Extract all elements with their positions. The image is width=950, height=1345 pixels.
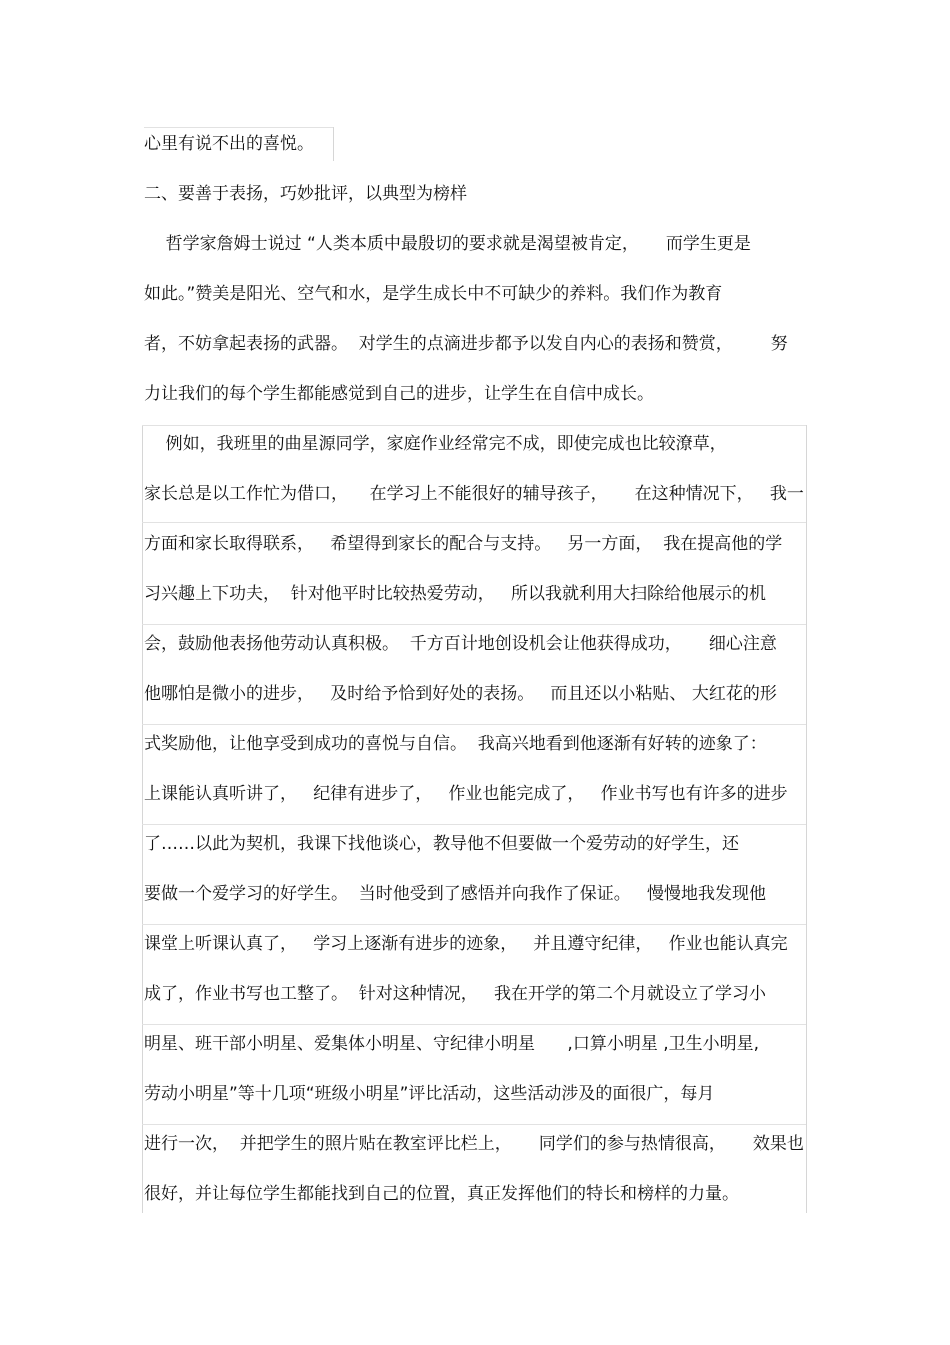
table-rule	[144, 127, 333, 128]
table-rule	[806, 425, 807, 1213]
text-line: 劳动小明星”等十几项“班级小明星”评比活动，这些活动涉及的面很广，每月	[144, 1084, 715, 1104]
text-line: 上课能认真听讲了， 纪律有进步了， 作业也能完成了， 作业书写也有许多的进步	[144, 784, 788, 804]
text-line: 了……以此为契机，我课下找他谈心，教导他不但要做一个爱劳动的好学生，还	[144, 834, 739, 854]
table-rule	[142, 425, 806, 426]
text-line: 方面和家长取得联系， 希望得到家长的配合与支持。 另一方面， 我在提高他的学	[144, 534, 783, 554]
text-line: 心里有说不出的喜悦。	[144, 134, 314, 154]
text-line: 很好，并让每位学生都能找到自己的位置，真正发挥他们的特长和榜样的力量。	[144, 1184, 739, 1204]
text-line: 家长总是以工作忙为借口， 在学习上不能很好的辅导孩子， 在这种情况下， 我一	[144, 484, 804, 504]
table-rule	[142, 624, 806, 625]
text-line: 他哪怕是微小的进步， 及时给予恰到好处的表扬。 而且还以小粘贴、 大红花的形	[144, 684, 777, 704]
text-line: 进行一次， 并把学生的照片贴在教室评比栏上， 同学们的参与热情很高， 效果也	[144, 1134, 804, 1154]
table-rule	[142, 522, 806, 523]
section-heading: 二、要善于表扬，巧妙批评，以典型为榜样	[144, 184, 467, 204]
table-rule	[142, 724, 806, 725]
text-line: 如此。”赞美是阳光、空气和水，是学生成长中不可缺少的养料。我们作为教育	[144, 284, 723, 304]
text-line: 会，鼓励他表扬他劳动认真积极。 千方百计地创设机会让他获得成功， 细心注意	[144, 634, 777, 654]
table-rule	[142, 425, 143, 1213]
text-line: 式奖励他，让他享受到成功的喜悦与自信。 我高兴地看到他逐渐有好转的迹象了：	[144, 734, 767, 754]
table-rule	[142, 1024, 806, 1025]
text-line: 哲学家詹姆士说过 “人类本质中最殷切的要求就是渴望被肯定， 而学生更是	[144, 234, 751, 254]
table-rule	[142, 1124, 806, 1125]
text-line: 要做一个爱学习的好学生。 当时他受到了感悟并向我作了保证。 慢慢地我发现他	[144, 884, 767, 904]
table-rule	[333, 127, 334, 161]
table-rule	[142, 924, 806, 925]
text-line: 成了，作业书写也工整了。 针对这种情况， 我在开学的第二个月就设立了学习小	[144, 984, 767, 1004]
text-line: 例如，我班里的曲星源同学，家庭作业经常完不成，即使完成也比较潦草，	[144, 434, 727, 454]
table-rule	[142, 824, 806, 825]
text-line: 力让我们的每个学生都能感觉到自己的进步，让学生在自信中成长。	[144, 384, 654, 404]
text-line: 课堂上听课认真了， 学习上逐渐有进步的迹象， 并且遵守纪律， 作业也能认真完	[144, 934, 788, 954]
text-line: 者，不妨拿起表扬的武器。 对学生的点滴进步都予以发自内心的表扬和赞赏， 努	[144, 334, 788, 354]
text-line: 习兴趣上下功夫， 针对他平时比较热爱劳动， 所以我就利用大扫除给他展示的机	[144, 584, 767, 604]
text-line: 明星、班干部小明星、爱集体小明星、守纪律小明星 ,口算小明星 ,卫生小明星,	[144, 1034, 760, 1054]
